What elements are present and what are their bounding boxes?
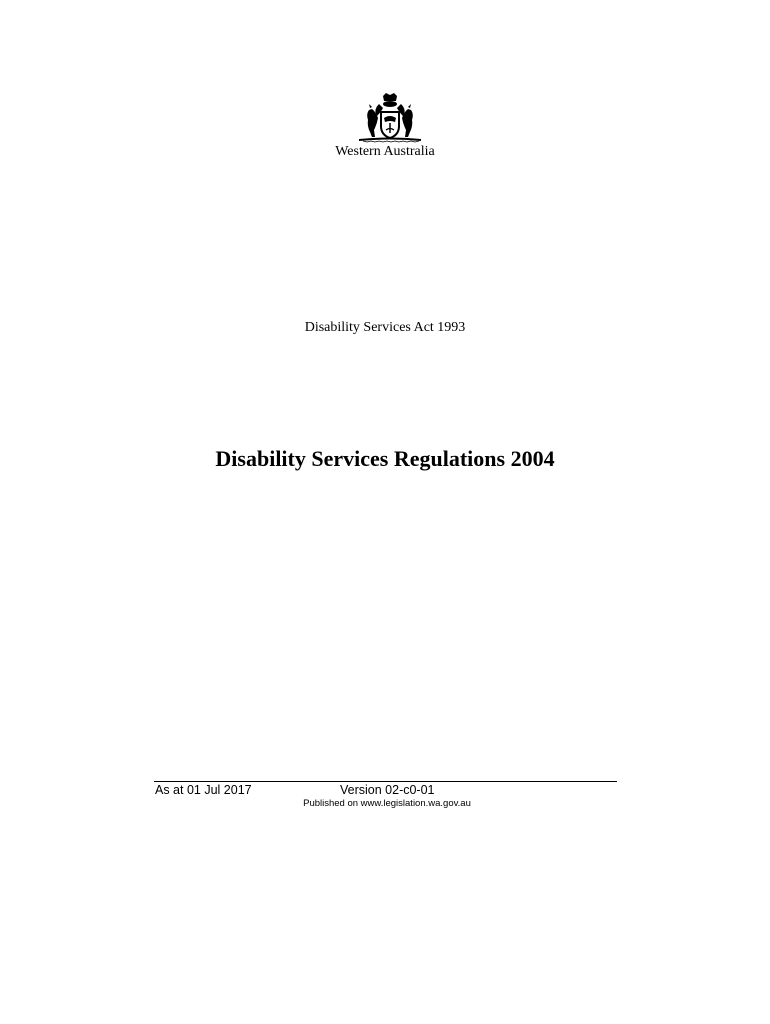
jurisdiction-label: Western Australia: [335, 144, 435, 159]
regulations-title: Disability Services Regulations 2004: [215, 446, 555, 471]
published-text: Published on www.legislation.wa.gov.au: [303, 798, 471, 809]
act-name: Disability Services Act 1993: [304, 320, 466, 335]
published-note: [0, 798, 770, 809]
version-label: Version 02-c0-01: [340, 783, 435, 797]
footer-divider: [154, 781, 617, 782]
coat-of-arms-icon: [357, 92, 423, 144]
as-at-date: As at 01 Jul 2017: [155, 783, 252, 797]
